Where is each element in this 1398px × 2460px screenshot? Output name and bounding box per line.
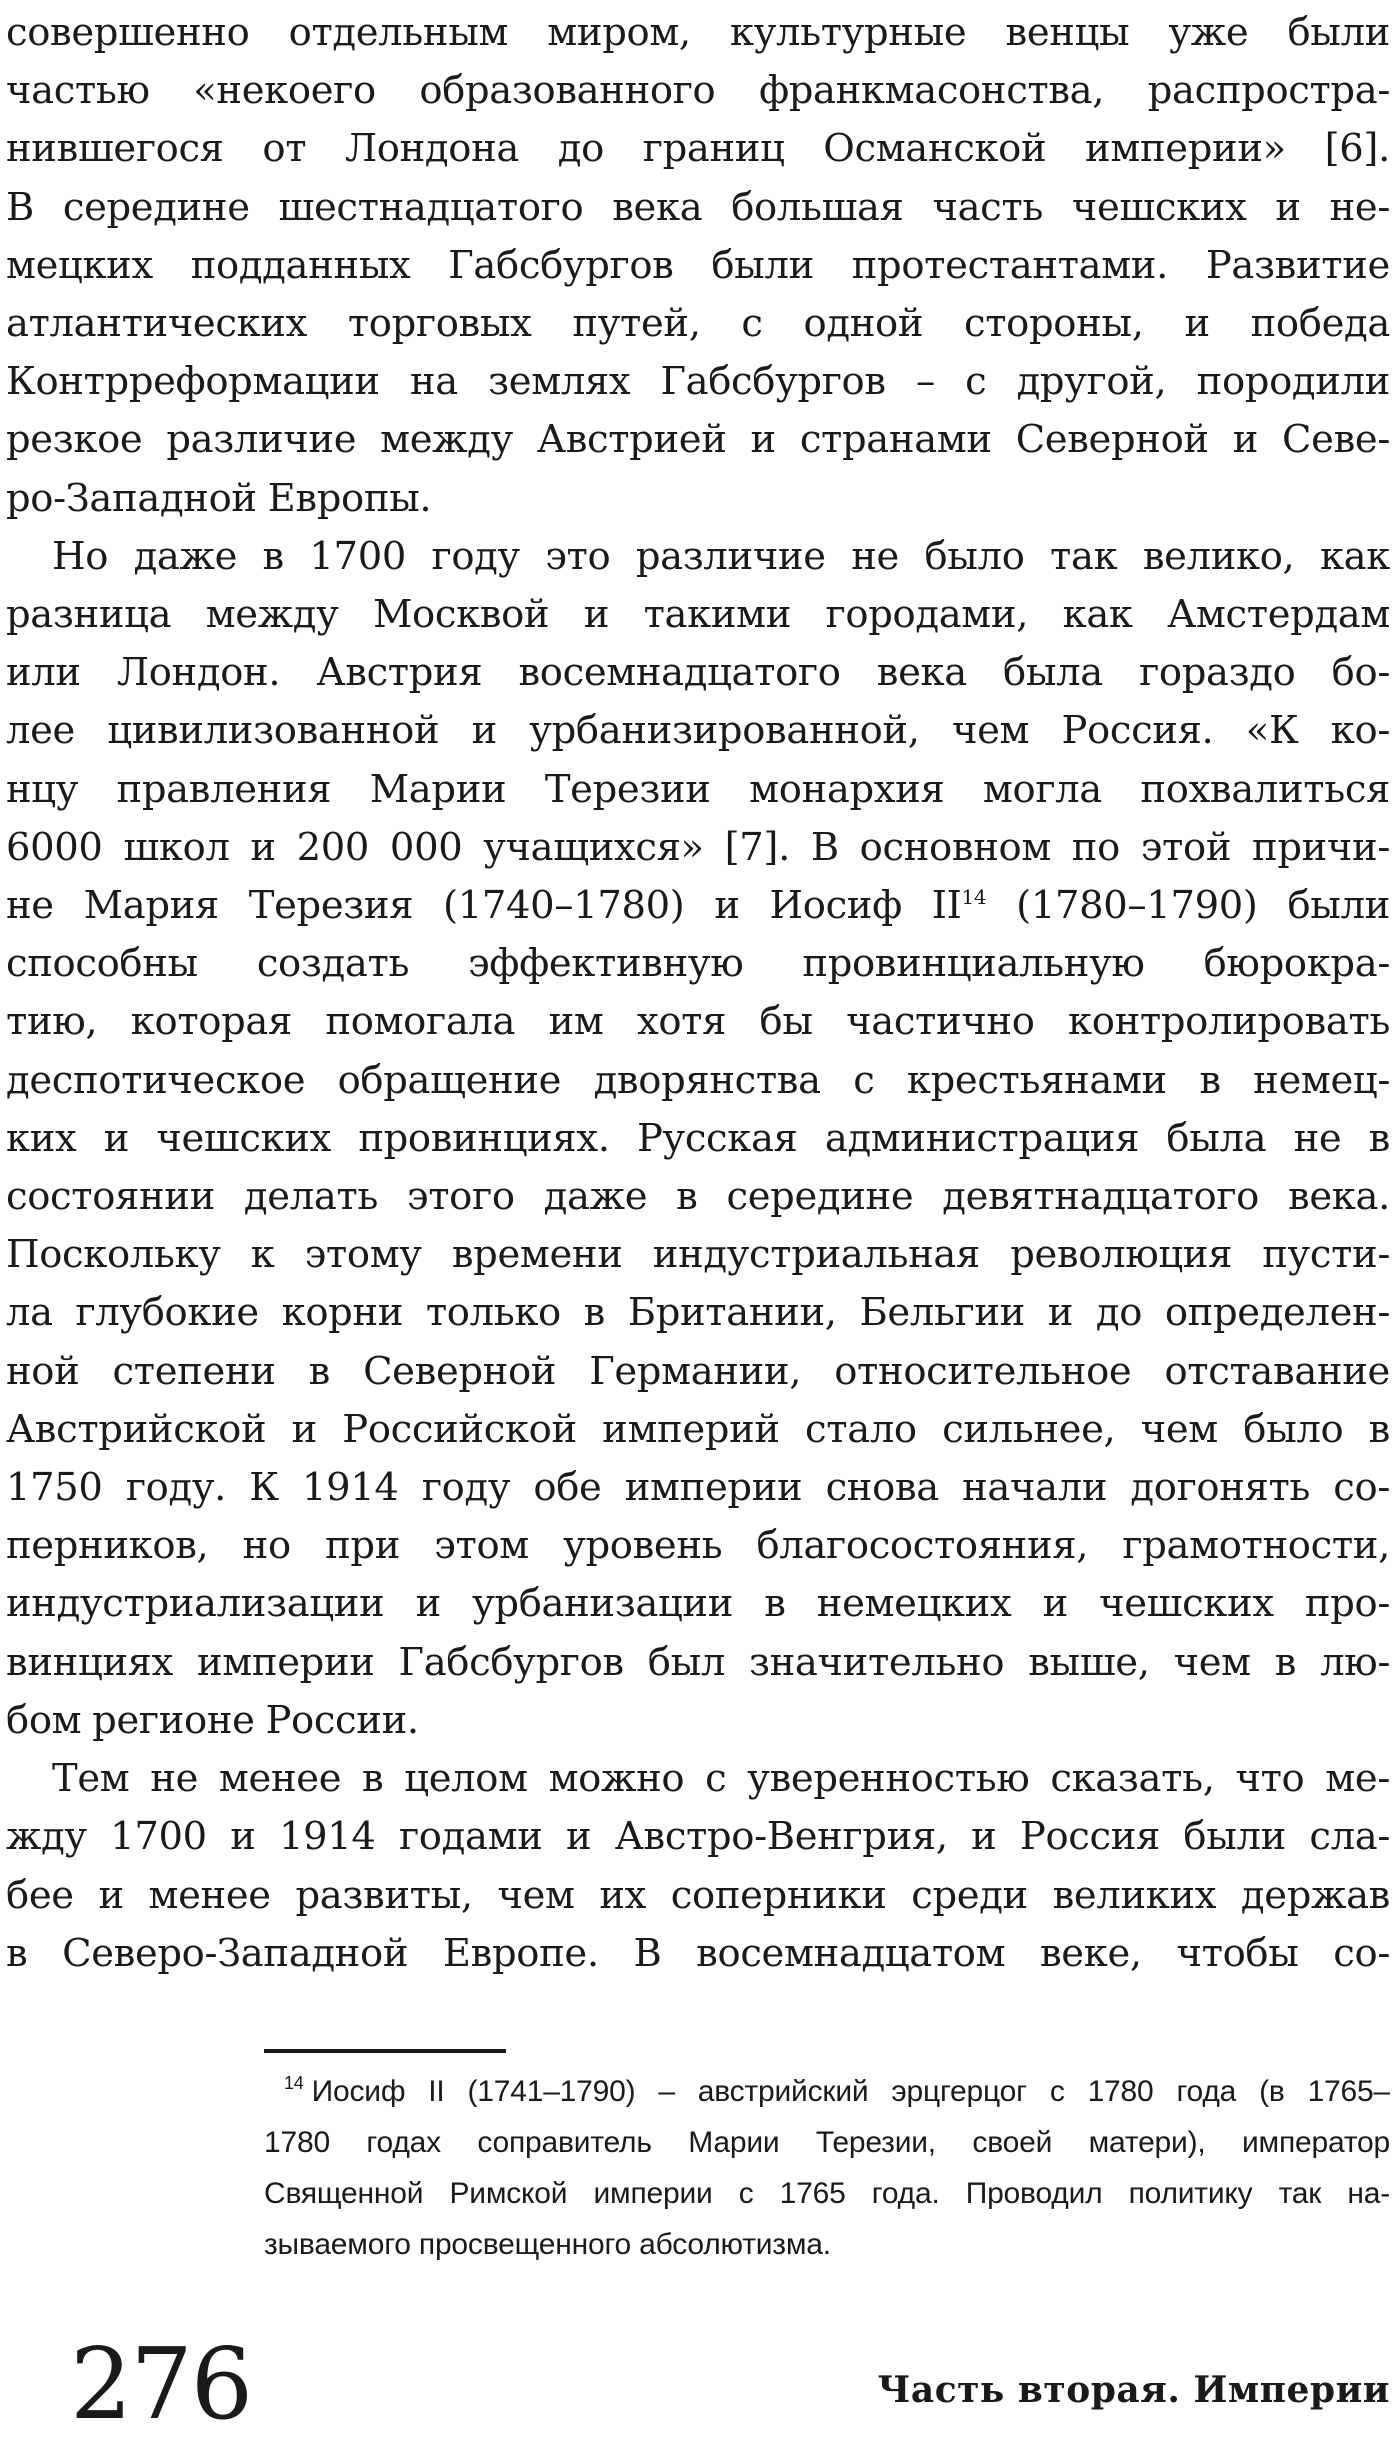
text-segment: (1780–1790) были [986, 883, 1390, 929]
footnote-line: Священной Римской империи с 1765 года. Проводил политику так на- [264, 2177, 1390, 2210]
text-line: В середине шестнадцатого века большая часть чешских и не- [6, 184, 1390, 230]
text-line: ной степени в Северной Германии, относительное отставание [6, 1348, 1390, 1394]
text-line: ро-Западной Европы. [6, 475, 432, 521]
running-head: Часть вторая. Империи [877, 2369, 1390, 2411]
text-line: нившегося от Лондона до границ Османской империи» [6]. [6, 126, 1390, 172]
text-line: жду 1700 и 1914 годами и Австро-Венгрия, и Россия были сла- [6, 1814, 1390, 1860]
text-line: 6000 школ и 200 000 учащихся» [7]. В основном по этой причи- [6, 824, 1390, 870]
text-line: лее цивилизованной и урбанизированной, чем Россия. «К ко- [6, 708, 1390, 754]
paragraph-1 [6, 4, 1390, 528]
text-line: индустриализации и урбанизации в немецких и чешских про- [6, 1581, 1390, 1627]
text-line: резкое различие между Австрией и странами Северной и Севе- [6, 417, 1390, 463]
text-line: Австрийской и Российской империй стало сильнее, чем было в [6, 1406, 1390, 1452]
text-line: Поскольку к этому времени индустриальная революция пусти- [6, 1232, 1390, 1278]
text-line: Тем не менее в целом можно с уверенностью сказать, что ме- [52, 1756, 1390, 1802]
text-line: тию, которая помогала им хотя бы частично контролировать [6, 999, 1390, 1045]
footnote-line: 1780 годах соправитель Марии Терезии, своей матери), император [264, 2126, 1390, 2159]
text-line: совершенно отдельным миром, культурные венцы уже были [6, 10, 1390, 55]
paragraph-3 [6, 1750, 1390, 1983]
text-line: перников, но при этом уровень благосостояния, грамотности, [6, 1523, 1390, 1569]
footnote [264, 2066, 1390, 2270]
text-segment: не Мария Терезия (1740–1780) и Иосиф II [6, 883, 962, 929]
footnote-line: зываемого просвещенного абсолютизма. [264, 2228, 831, 2261]
text-line: ла глубокие корни только в Британии, Бельгии и до определен- [6, 1290, 1390, 1336]
text-line: Но даже в 1700 году это различие не было так велико, как [52, 533, 1390, 579]
text-line: бом регионе России. [6, 1697, 419, 1743]
footnote-text: Иосиф II (1741–1790) – австрийский эрцгерцог с 1780 года (в 1765– [311, 2075, 1390, 2108]
text-line: в Северо-Западной Европе. В восемнадцатом веке, чтобы со- [6, 1930, 1390, 1976]
text-line: 1750 году. К 1914 году обе империи снова начали догонять со- [6, 1465, 1390, 1511]
book-page [6, 4, 1396, 2454]
text-line: винциях империи Габсбургов был значительно выше, чем в лю- [6, 1639, 1390, 1685]
footnote-divider [264, 2049, 506, 2053]
text-line: ких и чешских провинциях. Русская администрация была не в [6, 1115, 1390, 1161]
text-line-with-footnote-ref [6, 877, 1390, 935]
text-line: способны создать эффективную провинциальную бюрокра- [6, 941, 1390, 987]
page-number: 276 [70, 2328, 252, 2442]
footnote-line [264, 2066, 1390, 2117]
footnote-number: 14 [284, 2073, 304, 2093]
text-line: разница между Москвой и такими городами, как Амстердам [6, 592, 1390, 638]
footnote-reference[interactable]: 14 [961, 885, 987, 910]
text-line: атлантических торговых путей, с одной стороны, и победа [6, 301, 1390, 347]
text-line: Контрреформации на землях Габсбургов – с другой, породили [6, 359, 1390, 405]
text-line: бее и менее развиты, чем их соперники среди великих держав [6, 1872, 1390, 1918]
main-text [6, 4, 1390, 1983]
text-line: или Лондон. Австрия восемнадцатого века была гораздо бо- [6, 650, 1390, 696]
text-line: частью «некоего образованного франкмасонства, распростра- [6, 68, 1390, 114]
paragraph-2 [6, 528, 1390, 1750]
text-line: деспотическое обращение дворянства с крестьянами в немец- [6, 1057, 1390, 1103]
text-line: нцу правления Марии Терезии монархия могла похвалиться [6, 766, 1390, 812]
text-line: мецких подданных Габсбургов были протестантами. Развитие [6, 242, 1390, 288]
text-line: состоянии делать этого даже в середине девятнадцатого века. [6, 1174, 1390, 1220]
